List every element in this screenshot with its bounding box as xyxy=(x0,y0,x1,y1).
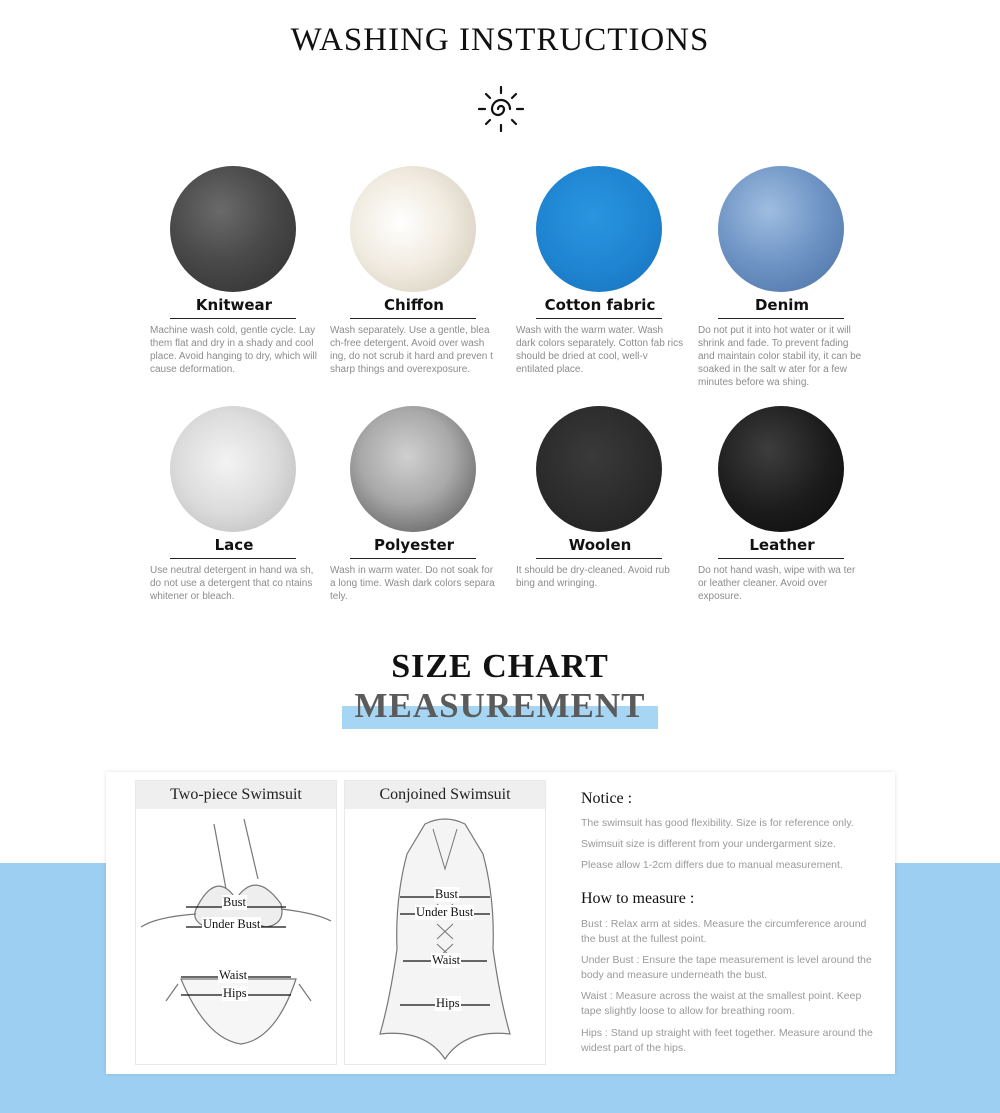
cotton-swatch xyxy=(536,166,662,292)
conjoined-panel xyxy=(344,780,546,1065)
sun-icon xyxy=(478,84,524,134)
fabric-name: Woolen xyxy=(568,536,632,554)
divider xyxy=(170,558,296,559)
polyester-swatch xyxy=(350,406,476,532)
fabric-description: Wash in warm water. Do not soak for a long time. Wash dark colors separa tely. xyxy=(330,565,495,602)
hips-label: Hips xyxy=(223,986,247,1000)
fabric-description: Wash separately. Use a gentle, blea ch-free detergent. Avoid over wash ing, do not scrub it hard and preven t sharp things and overexposure. xyxy=(330,325,493,375)
washing-instructions-title: WASHING INSTRUCTIONS xyxy=(290,22,710,58)
size-chart-card xyxy=(106,772,895,1074)
bust-label: Bust xyxy=(223,895,246,909)
how-to-measure-heading: How to measure : xyxy=(581,890,695,907)
notice-item: Swimsuit size is different from your undergarment size. xyxy=(581,838,836,850)
fabric-description: Do not put it into hot water or it will shrink and fade. To prevent fading and maintain color stabil ity, it can be soaked in the salt w ater for a few minutes before wa shing. xyxy=(698,325,862,388)
fabric-description: Wash with the warm water. Wash dark colors separately. Cotton fab rics should be dried at cool, well-v entilated place. xyxy=(516,325,684,375)
fabric-description: Use neutral detergent in hand wa sh, do not use a detergent that co ntains whitener or bleach. xyxy=(150,565,314,602)
fabric-name: Knitwear xyxy=(195,296,273,314)
fabric-name: Denim xyxy=(754,296,810,314)
fabric-description: Do not hand wash, wipe with wa ter or leather cleaner. Avoid over exposure. xyxy=(698,565,856,602)
fabric-name: Cotton fabric xyxy=(544,296,656,314)
waist-label: Waist xyxy=(219,968,248,982)
waist-label: Waist xyxy=(432,953,461,967)
onepiece-illustration xyxy=(345,809,545,1064)
hips-label: Hips xyxy=(436,996,460,1010)
knitwear-swatch xyxy=(170,166,296,292)
two-piece-panel xyxy=(135,780,337,1065)
divider xyxy=(536,318,662,319)
panel-title: Two-piece Swimsuit xyxy=(136,781,336,809)
bust-label: Bust xyxy=(435,887,458,901)
divider xyxy=(170,318,296,319)
fabric-name: Polyester xyxy=(373,536,455,554)
measurement-subtitle: MEASUREMENT xyxy=(354,686,646,725)
under-bust-label: Under Bust xyxy=(416,905,474,919)
fabric-description: Machine wash cold, gentle cycle. Lay them flat and dry in a shady and cool place. Avoid hanging to dry, which will cause deformation. xyxy=(150,325,317,375)
lace-swatch xyxy=(170,406,296,532)
panel-title: Conjoined Swimsuit xyxy=(345,781,545,809)
measure-item-waist: Waist : Measure across the waist at the smallest point. Keep tape slightly loose to allow for breathing room. xyxy=(581,990,862,1017)
fabric-name: Lace xyxy=(214,536,254,554)
notice-heading: Notice : xyxy=(581,790,633,807)
measure-item-under-bust: Under Bust : Ensure the tape measurement is level around the body and measure underneath the bust. xyxy=(581,954,872,981)
fabric-name: Chiffon xyxy=(384,296,444,314)
divider xyxy=(718,318,844,319)
measure-item-hips: Hips : Stand up straight with feet together. Measure around the widest part of the hips. xyxy=(581,1027,873,1054)
notice-item: The swimsuit has good flexibility. Size is for reference only. xyxy=(581,817,854,829)
denim-swatch xyxy=(718,166,844,292)
under-bust-label: Under Bust xyxy=(203,917,261,931)
measure-item-bust: Bust : Relax arm at sides. Measure the circumference around the bust at the fullest point. xyxy=(581,918,867,945)
fabric-description: It should be dry-cleaned. Avoid rub bing and wringing. xyxy=(516,565,670,589)
notice-item: Please allow 1-2cm differs due to manual measurement. xyxy=(581,859,843,871)
divider xyxy=(350,558,476,559)
chiffon-swatch xyxy=(350,166,476,292)
leather-swatch xyxy=(718,406,844,532)
divider xyxy=(350,318,476,319)
bikini-illustration xyxy=(136,809,336,1064)
fabric-name: Leather xyxy=(749,536,815,554)
size-chart-title: SIZE CHART xyxy=(391,648,609,685)
woolen-swatch xyxy=(536,406,662,532)
divider xyxy=(536,558,662,559)
divider xyxy=(718,558,844,559)
